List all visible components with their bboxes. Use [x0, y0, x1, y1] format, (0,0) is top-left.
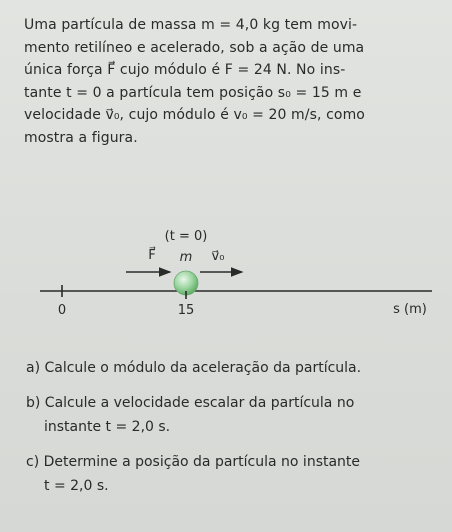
- motion-figure: [0, 215, 452, 325]
- force-label: F⃗: [148, 248, 156, 263]
- question-line: instante t = 2,0 s.: [44, 419, 171, 435]
- question-a: [26, 356, 436, 380]
- position-label: 15: [177, 303, 195, 318]
- intro-line: tante t = 0 a partícula tem posição s₀ = 15 m e: [24, 84, 362, 101]
- velocity-label: v⃗₀: [211, 249, 225, 264]
- question-line: b) Calcule a velocidade escalar da partícula no: [26, 395, 355, 411]
- intro-line: mento retilíneo e acelerado, sob a ação de uma: [24, 39, 365, 56]
- question-b: [26, 391, 436, 439]
- intro-line: Uma partícula de massa m = 4,0 kg tem movi-: [24, 17, 358, 33]
- question-line: a) Calcule o módulo da aceleração da partícula.: [26, 360, 362, 376]
- question-list: [26, 356, 436, 509]
- mass-label: m: [179, 250, 193, 265]
- question-line: c) Determine a posição da partícula no instante: [26, 454, 361, 470]
- question-c: [26, 450, 436, 498]
- intro-line: velocidade v⃗₀, cujo módulo é v₀ = 20 m/s, como: [24, 107, 365, 124]
- problem-statement: [24, 14, 434, 150]
- origin-label: 0: [57, 303, 67, 318]
- intro-line: única força F⃗ cujo módulo é F = 24 N. No ins-: [24, 62, 346, 79]
- intro-line: mostra a figura.: [24, 129, 138, 146]
- axis-label: s (m): [393, 302, 427, 317]
- figure-drawing: [0, 215, 452, 325]
- question-line: t = 2,0 s.: [44, 478, 109, 494]
- time-label: (t = 0): [164, 229, 208, 244]
